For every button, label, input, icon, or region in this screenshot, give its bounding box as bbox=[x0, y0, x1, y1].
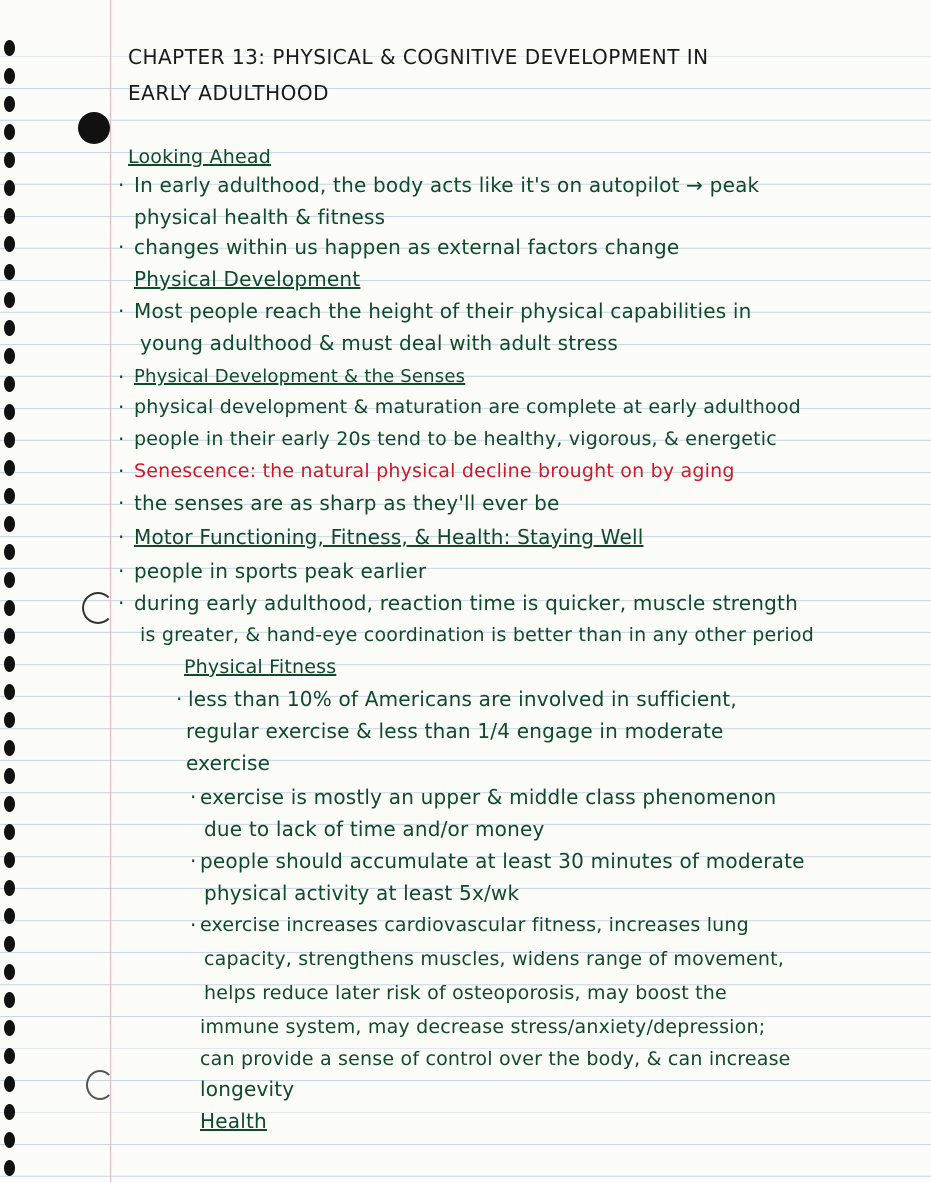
note-line: immune system, may decrease stress/anxiety/depression; bbox=[200, 1016, 766, 1038]
note-line: In early adulthood, the body acts like it's on autopilot → peak bbox=[134, 173, 760, 197]
chapter-title-line1: CHAPTER 13: PHYSICAL & COGNITIVE DEVELOPMENT IN bbox=[128, 45, 709, 69]
note-line-highlight: Senescence: the natural physical decline brought on by aging bbox=[134, 460, 735, 482]
note-line: less than 10% of Americans are involved in sufficient, bbox=[188, 687, 737, 711]
note-line: physical development & maturation are complete at early adulthood bbox=[134, 396, 801, 418]
note-line: physical health & fitness bbox=[134, 205, 386, 229]
note-line: young adulthood & must deal with adult stress bbox=[140, 331, 618, 355]
chapter-title-line2: EARLY ADULTHOOD bbox=[128, 81, 330, 105]
note-line: people in their early 20s tend to be healthy, vigorous, & energetic bbox=[134, 428, 777, 450]
bullet: · bbox=[118, 395, 125, 419]
bullet: · bbox=[190, 785, 197, 809]
bullet: · bbox=[118, 559, 125, 583]
bullet: · bbox=[118, 427, 125, 451]
bullet: · bbox=[118, 365, 125, 389]
heading-physical-senses: Physical Development & the Senses bbox=[134, 366, 466, 387]
bullet: · bbox=[118, 299, 125, 323]
bullet: · bbox=[118, 235, 125, 259]
punch-hole-torn bbox=[82, 592, 114, 624]
bullet: · bbox=[118, 525, 125, 549]
note-line: exercise increases cardiovascular fitness, increases lung bbox=[200, 914, 749, 936]
bullet: · bbox=[118, 491, 125, 515]
heading-physical-fitness: Physical Fitness bbox=[184, 656, 337, 678]
note-line: people should accumulate at least 30 minutes of moderate bbox=[200, 849, 805, 873]
heading-motor-functioning: Motor Functioning, Fitness, & Health: Staying Well bbox=[134, 525, 644, 549]
note-line: can provide a sense of control over the body, & can increase bbox=[200, 1048, 791, 1070]
note-line: regular exercise & less than 1/4 engage in moderate bbox=[186, 719, 724, 743]
punch-hole-torn bbox=[86, 1070, 114, 1100]
bullet: · bbox=[118, 459, 125, 483]
note-line: physical activity at least 5x/wk bbox=[204, 881, 520, 905]
note-line: Most people reach the height of their physical capabilities in bbox=[134, 299, 752, 323]
spiral-binding bbox=[0, 40, 40, 1180]
bullet: · bbox=[118, 173, 125, 197]
note-line: capacity, strengthens muscles, widens range of movement, bbox=[204, 948, 785, 970]
bullet: · bbox=[190, 849, 197, 873]
note-line: people in sports peak earlier bbox=[134, 559, 427, 583]
note-line: changes within us happen as external factors change bbox=[134, 235, 680, 259]
punch-hole bbox=[78, 112, 110, 144]
note-line: longevity bbox=[200, 1077, 295, 1101]
note-line: exercise bbox=[186, 751, 271, 775]
heading-looking-ahead: Looking Ahead bbox=[128, 146, 271, 168]
note-line: due to lack of time and/or money bbox=[204, 817, 545, 841]
note-line: the senses are as sharp as they'll ever be bbox=[134, 491, 560, 515]
bullet: · bbox=[118, 591, 125, 615]
note-line: is greater, & hand-eye coordination is better than in any other period bbox=[140, 624, 814, 646]
note-line: exercise is mostly an upper & middle class phenomenon bbox=[200, 785, 777, 809]
heading-physical-development: Physical Development bbox=[134, 267, 361, 291]
margin-line bbox=[110, 0, 111, 1182]
bullet: · bbox=[190, 913, 197, 937]
note-line: helps reduce later risk of osteoporosis, may boost the bbox=[204, 982, 727, 1004]
note-line: during early adulthood, reaction time is quicker, muscle strength bbox=[134, 591, 798, 615]
bullet: · bbox=[176, 687, 183, 711]
heading-health: Health bbox=[200, 1109, 267, 1133]
